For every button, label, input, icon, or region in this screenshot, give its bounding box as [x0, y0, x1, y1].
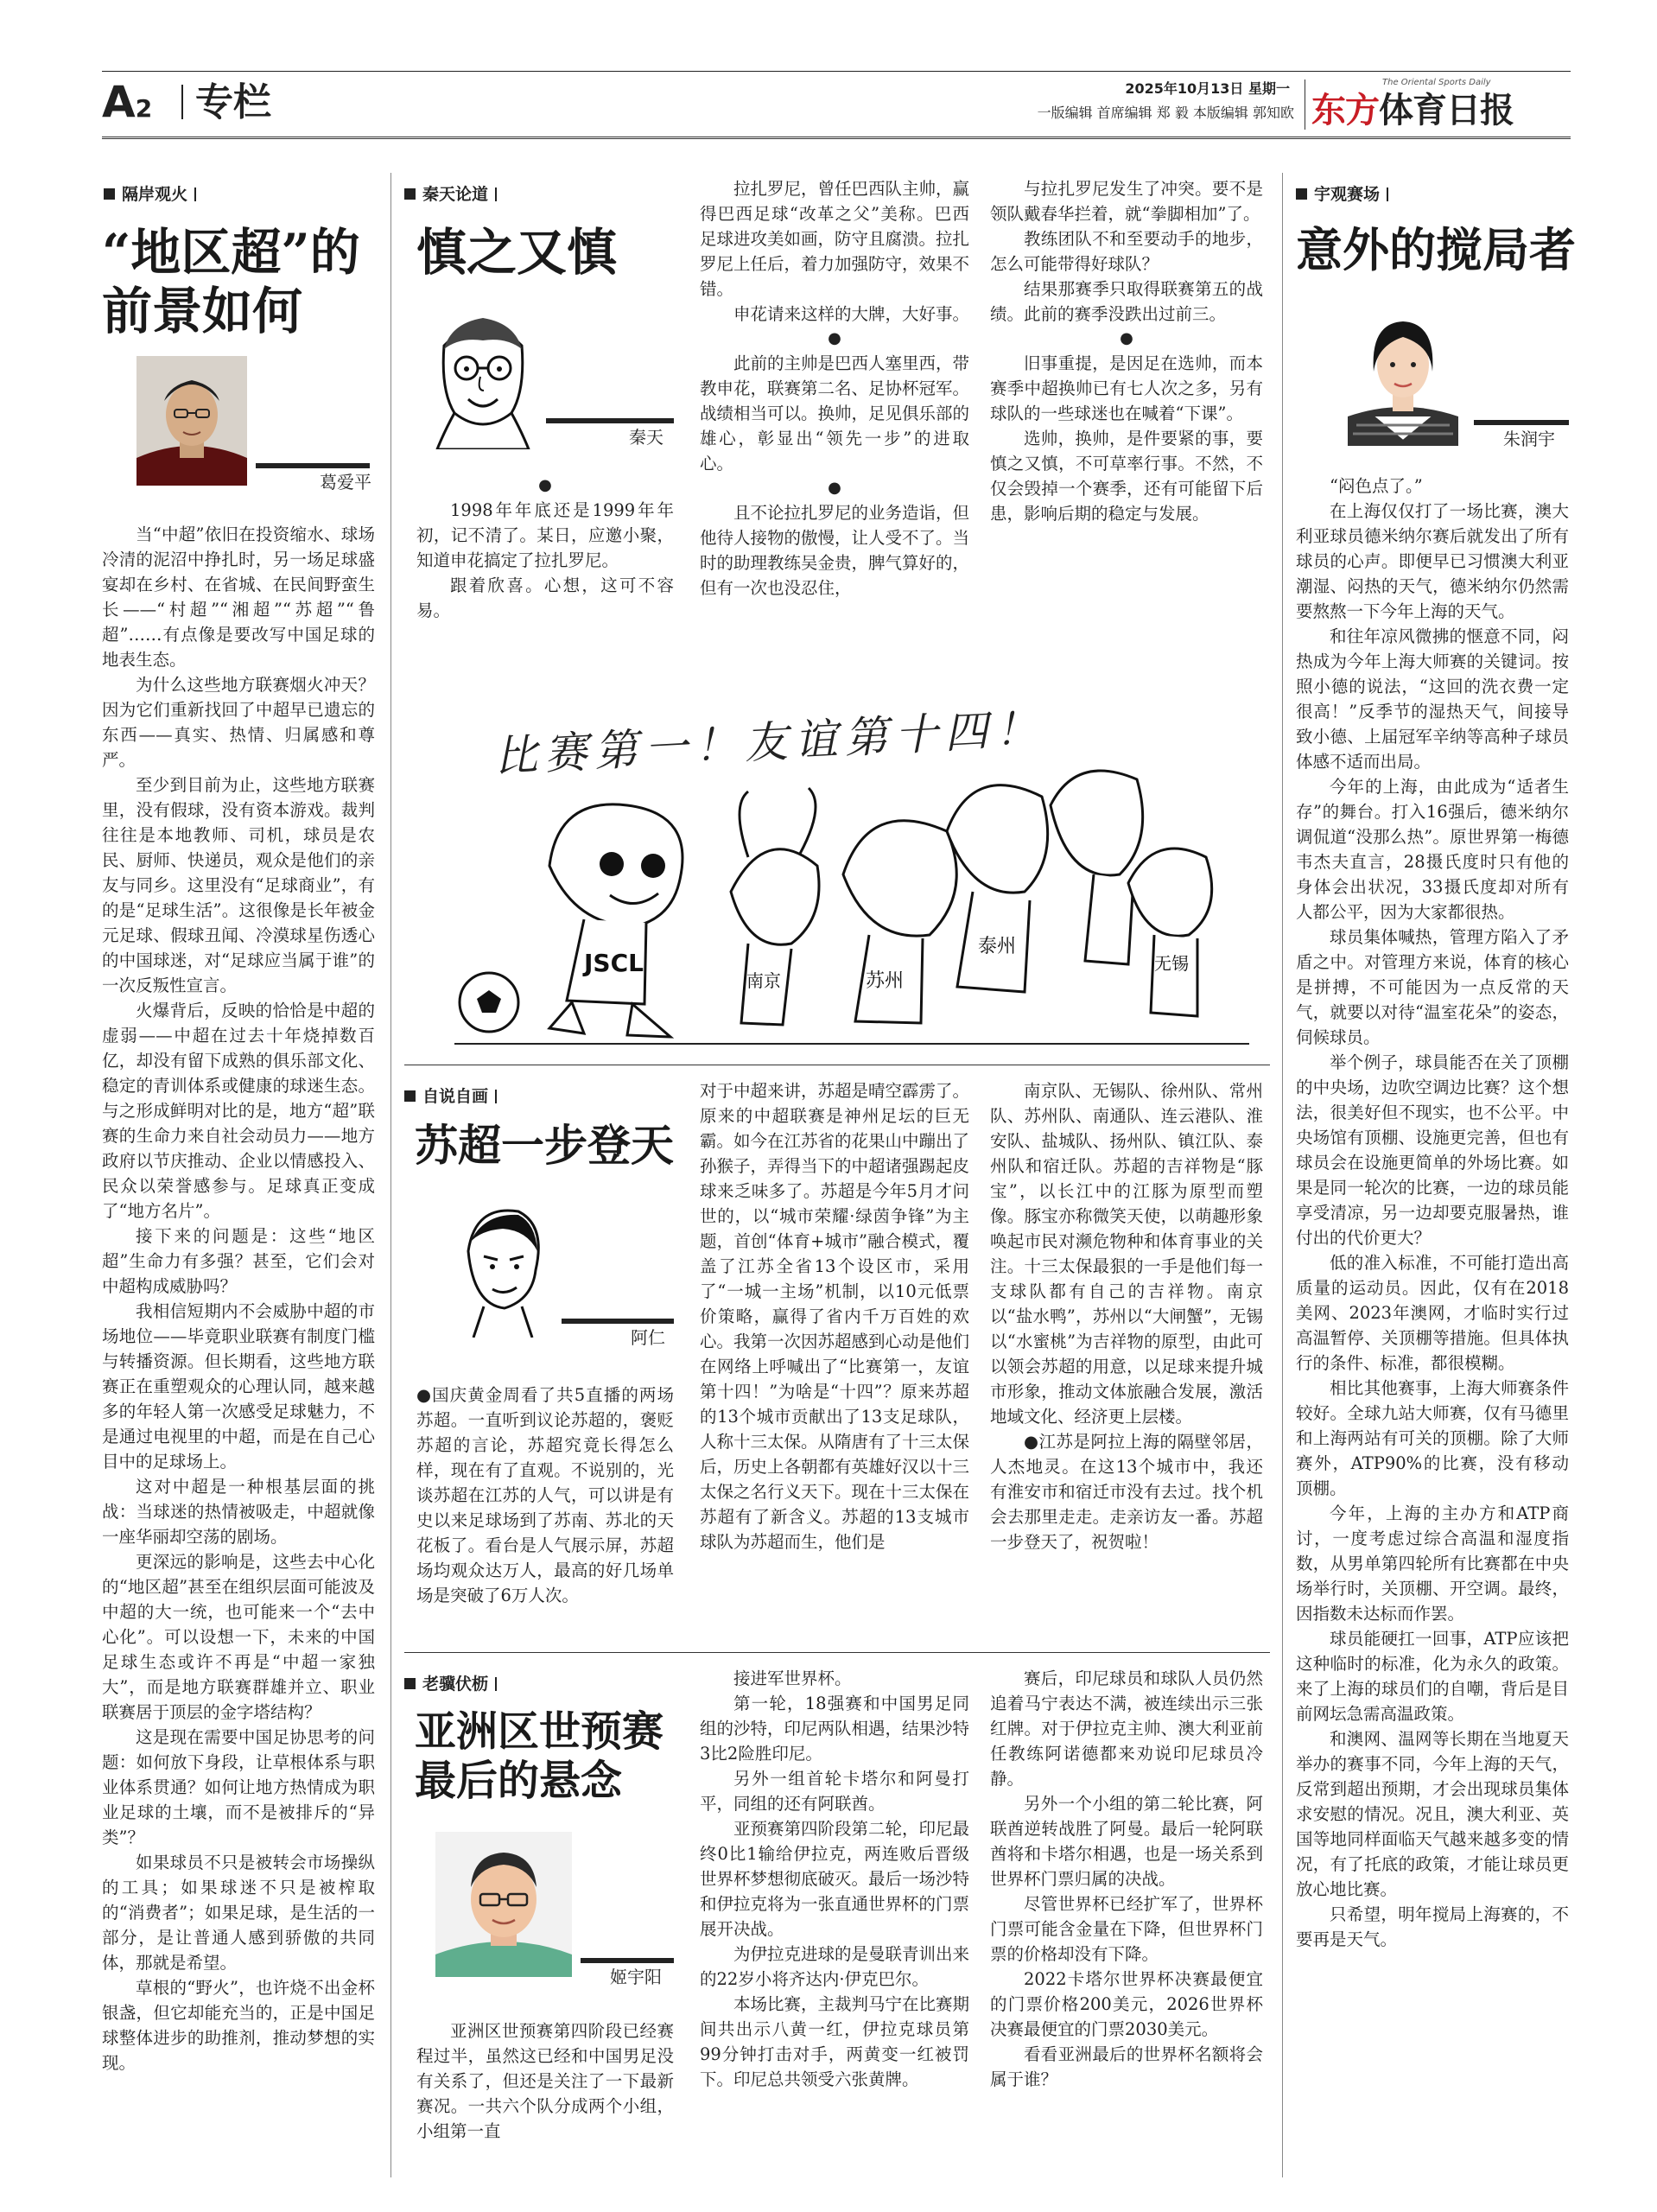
- header-bottom-rule: [102, 137, 1571, 139]
- paragraph: 为什么这些地方联赛烟火冲天？因为它们重新找回了中超早已遗忘的东西——真实、热情、归属感和尊严。: [102, 675, 375, 770]
- section-label-col2: 秦天论道: [404, 181, 497, 205]
- section-bullet-icon: ●: [828, 329, 841, 347]
- paragraph: 选帅，换帅，是件要紧的事，要慎之又慎，不可草率行事。不然，不仅会毁掉一个赛季，还有可能留下后患，影响后期的稳定与发展。: [990, 429, 1263, 524]
- newspaper-logo: 东方体育日报: [1311, 91, 1514, 130]
- paragraph: 另外一组首轮卡塔尔和阿曼打平，同组的还有阿联酋。: [700, 1769, 969, 1814]
- section-divider-col6: [404, 1652, 1270, 1653]
- cartoon-illustration: [420, 702, 1284, 1058]
- author-caricature-col5: [449, 1199, 546, 1338]
- author-name-col1: 葛爱平: [320, 472, 371, 493]
- article-body-col2-part3: [990, 176, 1263, 526]
- header-top-rule: [102, 71, 1571, 72]
- article-title-col2: 慎之又慎: [416, 223, 618, 282]
- paragraph: 当“中超”依旧在投资缩水、球场冷清的泥沼中挣扎时，另一场足球盛宴却在乡村、在省城、在民间野蛮生长——“村超”“湘超”“苏超”“鲁超”……有点像是要改写中国足球的地表生态。: [102, 524, 375, 670]
- section-label-col1: 隔岸观火: [104, 181, 196, 205]
- author-photo-col6: [435, 1832, 572, 1977]
- author-photo-col4: [1348, 304, 1458, 446]
- paragraph: ●江苏是阿拉上海的隔壁邻居，人杰地灵。在这13个城市中，我还有淮安市和宿迁市没有去过。找个机会去那里走走。走亲访友一番。苏超一步登天了，祝贺啦！: [990, 1432, 1263, 1552]
- paragraph: 只希望，明年搅局上海赛的，不要再是天气。: [1296, 1904, 1569, 1949]
- article-title-col4: 意外的搅局者: [1296, 222, 1576, 277]
- column-divider-3: [1282, 173, 1283, 2177]
- paragraph: 尽管世界杯已经扩军了，世界杯门票可能含金量在下降，但世界杯门票的价格却没有下降。: [990, 1894, 1263, 1964]
- paragraph: 为伊拉克进球的是曼联青训出来的22岁小将齐达内·伊克巴尔。: [700, 1944, 970, 1989]
- column-divider-1: [390, 173, 391, 2177]
- paragraph: 亚洲区世预赛第四阶段已经赛程过半，虽然这已经和中国男足没有关系了，但还是关注了一下最新赛况。一共六个队分成两个小组，小组第一直: [416, 2021, 674, 2141]
- paragraph: 至少到目前为止，这些地方联赛里，没有假球，没有资本游戏。裁判往往是本地教师、司机，球员是农民、厨师、快递员，观众是他们的亲友与同乡。这里没有“足球商业”，有的是“足球生活”。这很像是长年被金元足球、假球丑闻、冷漠球星伤透心的中国球迷，对“足球应当属于谁”的一次反叛性宣言。: [102, 775, 375, 995]
- article-body-col1: [102, 522, 375, 2075]
- brand-english-name: The Oriental Sports Daily: [1382, 78, 1491, 87]
- paragraph: 且不论拉扎罗尼的业务造诣，但他待人接物的傲慢，让人受不了。当时的助理教练吴金贵，脾气算好的，但有一次也没忍住，: [700, 503, 970, 598]
- paragraph: 更深远的影响是，这些去中心化的“地区超”甚至在组织层面可能波及中超的大一统，也可能来一个“去中心化”。可以设想一下，未来的中国足球生态或许不再是“中超一家独大”，而是地方联赛群雄并立、职业联赛居于顶层的金字塔结构？: [102, 1552, 375, 1722]
- paragraph: 看看亚洲最后的世界杯名额将会属于谁？: [990, 2044, 1263, 2089]
- mascot-label-wuxi: 无锡: [1154, 953, 1189, 974]
- editor-credits: 一版编辑 首席编辑 郑 毅 本版编辑 郭知欧: [1037, 105, 1294, 121]
- paragraph: 对于中超来讲，苏超是晴空霹雳了。原来的中超联赛是神州足坛的巨无霸。如今在江苏省的花果山中蹦出了孙猴子，弄得当下的中超诸强踢起皮球来乏味多了。苏超是今年5月才问世的，以“城市荣耀·绿茵争锋”为主题，首创“体育+城市”融合模式，覆盖了江苏全省13个设区市，采用了“一城一主场”机制，以10元低票价策略，赢得了省内千万百姓的欢心。我第一次因苏超感到心动是他们在网络上呼喊出了“比赛第一，友谊第十四！”为啥是“十四”？原来苏超的13个城市贡献出了13支足球队，人称十三太保。从隋唐有了十三太保后，历史上各朝都有英雄好汉以十三太保之名行义天下。现在十三太保在苏超有了新含义。苏超的13支城市球队为苏超而生，他们是: [700, 1081, 970, 1552]
- mascot-label-suzhou: 苏州: [866, 970, 905, 992]
- issue-date: 2025年10月13日 星期一: [1125, 80, 1290, 97]
- paragraph: 火爆背后，反映的恰恰是中超的虚弱——中超在过去十年烧掉数百亿，却没有留下成熟的俱乐部文化、稳定的青训体系或健康的球迷生态。与之形成鲜明对比的是，地方“超”联赛的生命力来自社会动员力——地方政府以节庆推动、企业以情感投入、民众以荣誉感参与。足球真正变成了“地方名片”。: [102, 1001, 375, 1221]
- section-label-col4: 宇观赛场: [1296, 181, 1388, 205]
- paragraph: 跟着欣喜。心想，这可不容易。: [416, 575, 674, 620]
- paragraph: 草根的“野火”，也许烧不出金杯银盏，但它却能充当的，正是中国足球整体进步的助推剂，推动梦想的实现。: [102, 1978, 375, 2073]
- football-icon: [460, 973, 518, 1032]
- paragraph: 接下来的问题是：这些“地区超”生命力有多强？甚至，它们会对中超构成威胁吗？: [102, 1226, 375, 1296]
- paragraph: 低的准入标准，不可能打造出高质量的运动员。因此，仅有在2018美网、2023年澳网，才临时实行过高温暂停、关顶棚等措施。但具体执行的条件、标准，都很模糊。: [1296, 1253, 1569, 1373]
- paragraph: 相比其他赛事，上海大师赛条件较好。全球九站大师赛，仅有马德里和上海两站有可关的顶棚。除了大师赛外，ATP90%的比赛，没有移动顶棚。: [1296, 1378, 1569, 1498]
- paragraph: 本场比赛，主裁判马宁在比赛期间共出示八黄一红，伊拉克球员第99分钟打击对手，两黄变一红被罚下。印尼总共领受六张黄牌。: [700, 1994, 970, 2089]
- paragraph: 赛后，印尼球员和球队人员仍然追着马宁表达不满，被连续出示三张红牌。对于伊拉克主帅、澳大利亚前任教练阿诺德都来劝说印尼球员冷静。: [990, 1669, 1263, 1789]
- article-body-col5-part1: [416, 1382, 674, 1608]
- article-body-col2-part1: [416, 474, 674, 623]
- paragraph: 这是现在需要中国足协思考的问题：如何放下身段，让草根体系与职业体系贯通？如何让地方热情成为职业足球的土壤，而不是被排斥的“异类”？: [102, 1727, 375, 1847]
- paragraph: 拉扎罗尼，曾任巴西队主帅，赢得巴西足球“改革之父”美称。巴西足球进攻美如画，防守且腐溃。拉扎罗尼上任后，着力加强防守，效果不错。: [700, 179, 970, 299]
- paragraph: 旧事重提，是因足在选帅，而本赛季中超换帅已有七人次之多，另有球队的一些球迷也在喊着“下课”。: [990, 353, 1263, 423]
- section-bullet-icon: ●: [538, 476, 552, 494]
- header-separator: [181, 85, 183, 119]
- article-title-col6: 亚洲区世预赛 最后的悬念: [415, 1707, 664, 1805]
- paragraph: 如果球员不只是被转会市场操纵的工具；如果球迷不只是被榨取的“消费者”；如果足球，是生活的一部分，是让普通人感到骄傲的共同体，那就是希望。: [102, 1853, 375, 1973]
- article-body-col5-part2: [700, 1078, 969, 1554]
- paragraph: 在上海仅仅打了一场比赛，澳大利亚球员德米纳尔赛后就发出了所有球员的心声。即便早已习惯澳大利亚潮湿、闷热的天气，德米纳尔仍然需要熬熬一下今年上海的天气。: [1296, 501, 1569, 621]
- paragraph: 这对中超是一种根基层面的挑战：当球迷的热情被吸走，中超就像一座华丽却空荡的剧场。: [102, 1477, 375, 1547]
- column-name: 专栏: [195, 80, 271, 124]
- section-label-col5: 自说自画: [404, 1084, 497, 1107]
- paragraph: 接进军世界杯。: [733, 1669, 852, 1688]
- paragraph: 申花请来这样的大牌，大好事。: [733, 304, 970, 324]
- paragraph: 结果那赛季只取得联赛第五的战绩。此前的赛季没跌出过前三。: [990, 279, 1263, 324]
- author-name-col4: 朱润宇: [1503, 429, 1555, 449]
- paragraph: 举个例子，球員能否在关了顶棚的中央场，边吹空调边比赛？这个想法，很美好但不现实，也不公平。中央场馆有顶棚、设施更完善，但也有球员会在设施更简单的外场比赛。如果是同一轮次的比赛，一边的球员能享受清凉，另一边却要克服暑热，谁付出的代价更大？: [1296, 1052, 1569, 1248]
- paragraph: 此前的主帅是巴西人塞里西，带教申花，联赛第二名、足协杯冠军。战绩相当可以。换帅，足见俱乐部的雄心，彰显出“领先一步”的进取心。: [700, 353, 970, 474]
- paragraph: 1998年年底还是1999年年初，记不清了。某日，应邀小聚，知道申花搞定了拉扎罗尼。: [416, 500, 674, 570]
- article-body-col6-part1: [416, 2018, 674, 2144]
- paragraph: ●国庆黄金周看了共5直播的两场苏超。一直听到议论苏超的，褒贬苏超的言论，苏超究竟长得怎么样，现在有了直观。不说别的，光谈苏超在江苏的人气，可以讲是有史以来足球场到了苏南、苏北的天花板了。看台是人气展示屏，苏超场均观众达万人，最高的好几场单场是突破了6万人次。: [416, 1385, 674, 1605]
- paragraph: 和澳网、温网等长期在当地夏天举办的赛事不同，今年上海的天气，反常到超出预期，才会出现球员集体求安慰的情况。况且，澳大利亚、英国等地同样面临天气越来越多变的情况，有了托底的政策，才能让球员更放心地比赛。: [1296, 1729, 1569, 1899]
- author-name-col6: 姬宇阳: [610, 1967, 662, 1987]
- paragraph: 第一轮，18强赛和中国男足同组的沙特，印尼两队相遇，结果沙特3比2险胜印尼。: [700, 1694, 970, 1764]
- paragraph: “闷色点了。”: [1330, 476, 1423, 496]
- article-title-col5: 苏超一步登天: [415, 1120, 674, 1171]
- article-body-col4: [1296, 474, 1569, 1952]
- paragraph: 另外一个小组的第二轮比赛，阿联酋逆转战胜了阿曼。最后一轮阿联酋将和卡塔尔相遇，也是一场关系到世界杯门票归属的决战。: [990, 1794, 1263, 1889]
- paragraph: 我相信短期内不会威胁中超的市场地位——毕竟职业联赛有制度门槛与转播资源。但长期看，这些地方联赛正在重塑观众的心理认同，越来越多的年轻人第一次感受足球魅力，不是通过电视里的中超，而是在自己心目中的足球场上。: [102, 1301, 375, 1471]
- page-number: A2: [102, 77, 153, 127]
- paragraph: 和往年凉风微拂的惬意不同，闷热成为今年上海大师赛的关键词。按照小德的说法，“这回的洗衣费一定很高！”反季节的湿热天气，间接导致小德、上届冠军辛纳等高种子球员体感不适而出局。: [1296, 626, 1569, 772]
- paragraph: 今年，上海的主办方和ATP商讨，一度考虑过综合高温和湿度指数，从男单第四轮所有比赛都在中央场举行时，关顶棚、开空调。最终，因指数未达标而作罢。: [1296, 1503, 1569, 1624]
- article-body-col5-part3: [990, 1078, 1263, 1554]
- article-body-col6-part3: [990, 1666, 1263, 2092]
- author-name-col5: 阿仁: [631, 1327, 665, 1348]
- section-bullet-icon: ●: [1120, 329, 1133, 347]
- mascot-label-taizhou: 泰州: [978, 936, 1017, 957]
- paragraph: 2022卡塔尔世界杯决赛最便宜的门票价格200美元，2026世界杯决赛最便宜的门票2030美元。: [990, 1969, 1263, 2039]
- article-title-col1: “地区超”的 前景如何: [102, 223, 360, 341]
- article-body-col2-part2: [700, 176, 969, 601]
- paragraph: 南京队、无锡队、徐州队、常州队、苏州队、南通队、连云港队、淮安队、盐城队、扬州队、镇江队、泰州队和宿迁队。苏超的吉祥物是“豚宝”，以长江中的江豚为原型而塑像。豚宝亦称微笑天使，以萌趣形象唤起市民对濒危物种和体育事业的关注。十三太保最狠的一手是他们每一支球队都有自己的吉祥物。南京以“盐水鸭”，苏州以“大闸蟹”，无锡以“水蜜桃”为吉祥物的原型，由此可以领会苏超的用意，以足球来提升城市形象，推动文体旅融合发展，激活地域文化、经济更上层楼。: [990, 1081, 1263, 1427]
- paragraph: 亚预赛第四阶段第二轮，印尼最终0比1输给伊拉克，两连败后晋级世界杯梦想彻底破灭。最后一场沙特和伊拉克将为一张直通世界杯的门票展开决战。: [700, 1819, 970, 1939]
- author-name-col2: 秦天: [629, 427, 663, 448]
- cartoon-caption: 比赛第一！友谊第十四！: [492, 702, 1046, 782]
- section-label-col6: 老骥伏枥: [404, 1671, 497, 1694]
- paragraph: 今年的上海，由此成为“适者生存”的舞台。打入16强后，德米纳尔调侃道“没那么热”。原世界第一梅德韦杰夫直言，28摄氏度时只有他的身体会出状况，33摄氏度却对所有人都公平，因为大家都很热。: [1296, 777, 1569, 922]
- paragraph: 球员集体喊热，管理方陷入了矛盾之中。对管理方来说，体育的核心是拼搏，不可能因为一点反常的天气，就要以对待“温室花朵”的姿态，伺候球员。: [1296, 927, 1569, 1047]
- section-bullet-icon: ●: [828, 479, 841, 497]
- article-body-col6-part2: [700, 1666, 969, 2092]
- author-photo-col1: [136, 356, 247, 486]
- mascot-crowd: [731, 771, 1212, 1025]
- paragraph: 与拉扎罗尼发生了冲突。要不是领队戴春华拦着，就“拳脚相加”了。: [990, 179, 1263, 224]
- paragraph: 球员能硬扛一回事，ATP应该把这种临时的标准，化为永久的政策。来了上海的球员们的自嘲，背后是目前网坛急需高温政策。: [1296, 1629, 1569, 1724]
- author-caricature-col2: [432, 311, 534, 449]
- mascot-dolphin: [549, 804, 682, 1037]
- paragraph: 教练团队不和至要动手的地步，怎么可能带得好球队？: [990, 229, 1263, 274]
- page-header: [102, 57, 1571, 143]
- mascot-jersey-text: JSCL: [584, 949, 644, 977]
- mascot-label-nanjing: 南京: [746, 970, 781, 991]
